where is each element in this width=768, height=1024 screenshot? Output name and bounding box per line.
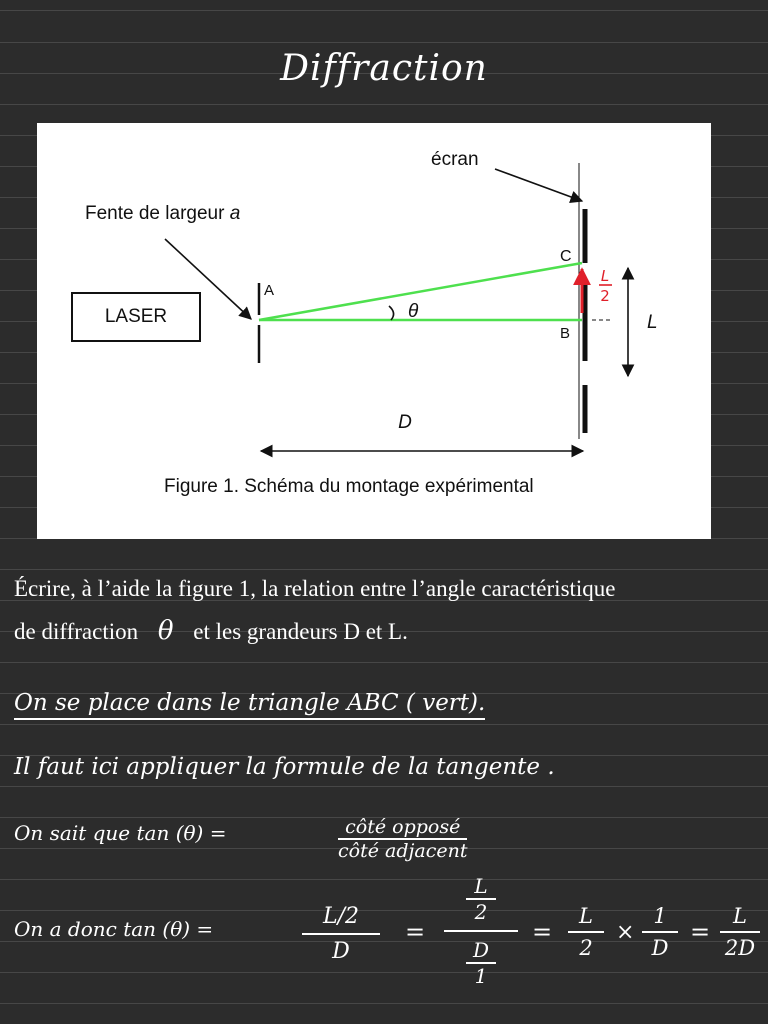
ray-ac [259, 263, 582, 320]
answer-line-2: Il faut ici appliquer la formule de la tangente . [14, 754, 555, 780]
f2-num-top: L [474, 874, 488, 898]
f5-bar [720, 931, 760, 933]
half-l-numerator: L [600, 267, 610, 285]
equals-2: = [532, 918, 553, 946]
f1-numerator: L/2 [322, 904, 360, 929]
f1-denominator: D [332, 939, 350, 964]
l-label: L [647, 312, 658, 333]
f4-numerator: 1 [653, 904, 667, 928]
point-a-label: A [264, 282, 275, 299]
question-line-1: Écrire, à l’aide la figure 1, la relation entre l’angle caractéristique [14, 576, 616, 601]
f5-denominator: 2D [724, 936, 756, 960]
ecran-label: écran [431, 149, 479, 170]
diagram-svg [37, 123, 711, 539]
fente-label: Fente de largeur a [85, 203, 241, 224]
f3-bar [568, 931, 604, 933]
fraction-l2-over-d [302, 904, 380, 964]
laser-label: LASER [104, 306, 168, 327]
answer-line-3-prefix: On sait que tan (θ) = [14, 821, 227, 845]
compound-fraction [444, 874, 518, 988]
fraction-l-over-2d [720, 904, 760, 960]
question-line-2b: et les grandeurs D et L. [193, 619, 408, 644]
d-label: D [398, 412, 412, 433]
fente-arrow [165, 239, 251, 319]
equals-1: = [405, 918, 426, 946]
theta-arc [389, 306, 394, 320]
times-sign: × [616, 920, 635, 945]
f2-num-bot: 2 [474, 900, 488, 924]
question-line-2a: de diffraction [14, 619, 139, 644]
f5-numerator: L [733, 904, 747, 928]
point-b-label: B [560, 325, 571, 342]
theta-symbol: θ [157, 616, 174, 646]
equals-3: = [690, 918, 711, 946]
f4-bar [642, 931, 678, 933]
theta-label: θ [408, 301, 419, 322]
f2-den-top: D [472, 938, 490, 962]
point-c-label: C [560, 248, 572, 265]
answer-line-1: On se place dans le triangle ABC ( vert). [14, 690, 485, 720]
f1-bar [302, 933, 380, 935]
f2-den-bot: 1 [474, 964, 488, 988]
tan-definition-fraction [338, 816, 467, 862]
experiment-figure [37, 123, 711, 539]
f4-denominator: D [651, 936, 669, 960]
f3-denominator: 2 [579, 936, 593, 960]
cote-adjacent: côté adjacent [338, 840, 468, 862]
f2-main-bar [444, 930, 518, 932]
fraction-1-over-d [642, 904, 678, 960]
f3-numerator: L [579, 904, 593, 928]
ecran-arrow [495, 169, 582, 201]
half-l-denominator: 2 [600, 287, 610, 305]
figure-caption: Figure 1. Schéma du montage expérimental [164, 476, 534, 497]
answer-line-4-prefix: On a donc tan (θ) = [14, 917, 214, 941]
question-line-2 [14, 616, 408, 646]
fraction-l-over-2 [568, 904, 604, 960]
cote-oppose: côté opposé [345, 816, 461, 838]
page-title: Diffraction [280, 48, 488, 89]
